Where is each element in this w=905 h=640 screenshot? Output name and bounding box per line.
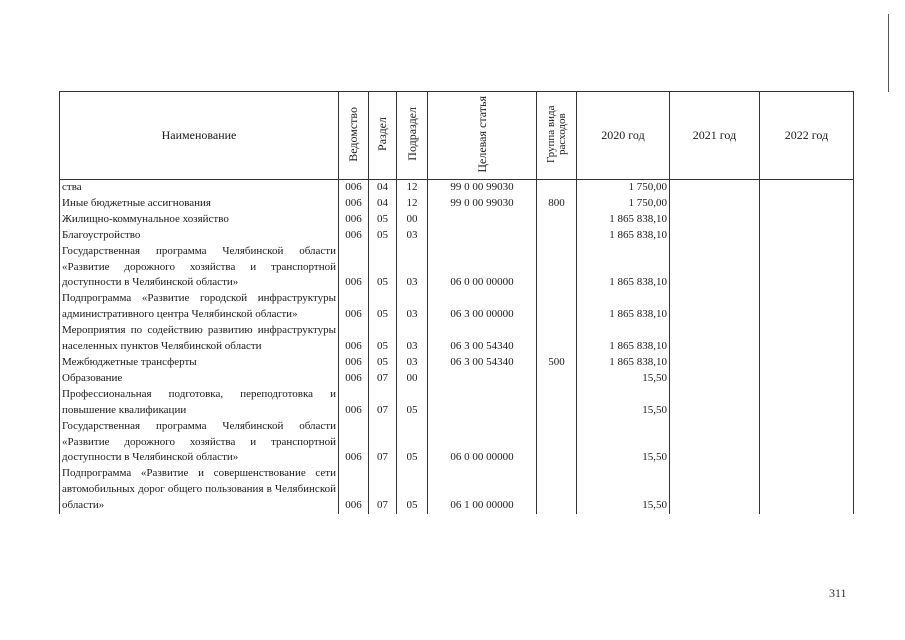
row-subsection: 03 bbox=[397, 244, 428, 292]
row-name: ства bbox=[60, 180, 339, 196]
row-2021 bbox=[670, 355, 760, 371]
row-name: Иные бюджетные ассигнования bbox=[60, 196, 339, 212]
row-group bbox=[537, 323, 577, 355]
row-target: 06 3 00 54340 bbox=[428, 355, 537, 371]
row-target: 06 3 00 54340 bbox=[428, 323, 537, 355]
row-subsection: 05 bbox=[397, 387, 428, 419]
table-row bbox=[60, 228, 854, 244]
row-2021 bbox=[670, 387, 760, 419]
row-name: Подпрограмма «Развитие городской инфраструктуры административного центра Челябинской области» bbox=[60, 291, 339, 323]
table-header-row bbox=[60, 92, 854, 180]
header-dept: Ведомство bbox=[339, 92, 369, 180]
header-target: Целевая статья bbox=[428, 92, 537, 180]
row-group bbox=[537, 212, 577, 228]
row-section: 07 bbox=[369, 466, 397, 514]
row-section: 07 bbox=[369, 387, 397, 419]
page-number: 311 bbox=[829, 586, 847, 600]
row-target bbox=[428, 228, 537, 244]
row-subsection: 05 bbox=[397, 466, 428, 514]
row-2022 bbox=[760, 466, 854, 514]
row-group bbox=[537, 180, 577, 196]
row-dept: 006 bbox=[339, 466, 369, 514]
table-row bbox=[60, 244, 854, 292]
row-2021 bbox=[670, 291, 760, 323]
header-subsection: Подраздел bbox=[397, 92, 428, 180]
header-2022: 2022 год bbox=[760, 92, 854, 180]
row-subsection: 12 bbox=[397, 196, 428, 212]
row-name: Государственная программа Челябинской области «Развитие дорожного хозяйства и транспортной доступности в Челябинской области» bbox=[60, 244, 339, 292]
row-group bbox=[537, 291, 577, 323]
row-subsection: 03 bbox=[397, 291, 428, 323]
row-group bbox=[537, 419, 577, 467]
row-2020: 1 865 838,10 bbox=[577, 291, 670, 323]
row-dept: 006 bbox=[339, 212, 369, 228]
row-2020: 1 865 838,10 bbox=[577, 323, 670, 355]
row-section: 07 bbox=[369, 419, 397, 467]
row-subsection: 03 bbox=[397, 228, 428, 244]
row-2021 bbox=[670, 466, 760, 514]
row-2020: 1 865 838,10 bbox=[577, 212, 670, 228]
row-2020: 15,50 bbox=[577, 387, 670, 419]
row-2022 bbox=[760, 387, 854, 419]
row-group bbox=[537, 228, 577, 244]
row-target bbox=[428, 371, 537, 387]
row-2022 bbox=[760, 355, 854, 371]
table-row bbox=[60, 419, 854, 467]
row-2020: 1 750,00 bbox=[577, 180, 670, 196]
row-2021 bbox=[670, 212, 760, 228]
row-name: Профессиональная подготовка, переподготовка и повышение квалификации bbox=[60, 387, 339, 419]
row-2022 bbox=[760, 212, 854, 228]
row-name: Государственная программа Челябинской области «Развитие дорожного хозяйства и транспортной доступности в Челябинской области» bbox=[60, 419, 339, 467]
row-section: 05 bbox=[369, 291, 397, 323]
row-2021 bbox=[670, 228, 760, 244]
row-2020: 15,50 bbox=[577, 466, 670, 514]
header-2021: 2021 год bbox=[670, 92, 760, 180]
row-group: 500 bbox=[537, 355, 577, 371]
row-name: Мероприятия по содействию развитию инфраструктуры населенных пунктов Челябинской области bbox=[60, 323, 339, 355]
row-target: 06 0 00 00000 bbox=[428, 419, 537, 467]
table-row bbox=[60, 355, 854, 371]
row-2022 bbox=[760, 323, 854, 355]
row-group bbox=[537, 466, 577, 514]
row-group bbox=[537, 244, 577, 292]
row-2020: 1 865 838,10 bbox=[577, 244, 670, 292]
row-section: 05 bbox=[369, 212, 397, 228]
row-group bbox=[537, 371, 577, 387]
row-target: 99 0 00 99030 bbox=[428, 196, 537, 212]
margin-rule bbox=[888, 14, 889, 92]
row-2020: 1 865 838,10 bbox=[577, 355, 670, 371]
row-2021 bbox=[670, 244, 760, 292]
row-section: 04 bbox=[369, 180, 397, 196]
row-name: Межбюджетные трансферты bbox=[60, 355, 339, 371]
row-dept: 006 bbox=[339, 387, 369, 419]
row-name: Подпрограмма «Развитие и совершенствование сети автомобильных дорог общего пользования в Челябинской области» bbox=[60, 466, 339, 514]
row-2022 bbox=[760, 419, 854, 467]
header-name: Наименование bbox=[60, 92, 339, 180]
row-2021 bbox=[670, 419, 760, 467]
row-dept: 006 bbox=[339, 323, 369, 355]
row-section: 05 bbox=[369, 323, 397, 355]
row-dept: 006 bbox=[339, 355, 369, 371]
row-2022 bbox=[760, 371, 854, 387]
row-2021 bbox=[670, 196, 760, 212]
row-subsection: 00 bbox=[397, 371, 428, 387]
row-subsection: 05 bbox=[397, 419, 428, 467]
table-row bbox=[60, 466, 854, 514]
table-row bbox=[60, 387, 854, 419]
row-dept: 006 bbox=[339, 180, 369, 196]
budget-table bbox=[59, 91, 854, 514]
row-dept: 006 bbox=[339, 228, 369, 244]
row-section: 05 bbox=[369, 355, 397, 371]
row-dept: 006 bbox=[339, 419, 369, 467]
row-section: 05 bbox=[369, 228, 397, 244]
row-2022 bbox=[760, 244, 854, 292]
row-target bbox=[428, 387, 537, 419]
row-target: 06 1 00 00000 bbox=[428, 466, 537, 514]
row-2022 bbox=[760, 228, 854, 244]
table-row bbox=[60, 371, 854, 387]
row-subsection: 03 bbox=[397, 355, 428, 371]
row-2022 bbox=[760, 196, 854, 212]
row-name: Благоустройство bbox=[60, 228, 339, 244]
table-row bbox=[60, 212, 854, 228]
row-2020: 1 750,00 bbox=[577, 196, 670, 212]
row-dept: 006 bbox=[339, 196, 369, 212]
row-2021 bbox=[670, 371, 760, 387]
table-row bbox=[60, 323, 854, 355]
row-2021 bbox=[670, 323, 760, 355]
row-section: 07 bbox=[369, 371, 397, 387]
row-2021 bbox=[670, 180, 760, 196]
row-section: 05 bbox=[369, 244, 397, 292]
row-target: 99 0 00 99030 bbox=[428, 180, 537, 196]
row-2022 bbox=[760, 291, 854, 323]
row-target bbox=[428, 212, 537, 228]
row-section: 04 bbox=[369, 196, 397, 212]
table-row bbox=[60, 180, 854, 196]
row-target: 06 3 00 00000 bbox=[428, 291, 537, 323]
row-subsection: 00 bbox=[397, 212, 428, 228]
row-group: 800 bbox=[537, 196, 577, 212]
row-dept: 006 bbox=[339, 291, 369, 323]
row-2020: 15,50 bbox=[577, 371, 670, 387]
row-group bbox=[537, 387, 577, 419]
row-dept: 006 bbox=[339, 371, 369, 387]
row-target: 06 0 00 00000 bbox=[428, 244, 537, 292]
row-subsection: 12 bbox=[397, 180, 428, 196]
header-2020: 2020 год bbox=[577, 92, 670, 180]
row-2020: 1 865 838,10 bbox=[577, 228, 670, 244]
row-name: Жилищно-коммунальное хозяйство bbox=[60, 212, 339, 228]
table-row bbox=[60, 291, 854, 323]
table-row bbox=[60, 196, 854, 212]
row-2022 bbox=[760, 180, 854, 196]
row-dept: 006 bbox=[339, 244, 369, 292]
row-subsection: 03 bbox=[397, 323, 428, 355]
header-section: Раздел bbox=[369, 92, 397, 180]
header-group: Группа вида расходов bbox=[537, 92, 577, 180]
row-name: Образование bbox=[60, 371, 339, 387]
row-2020: 15,50 bbox=[577, 419, 670, 467]
